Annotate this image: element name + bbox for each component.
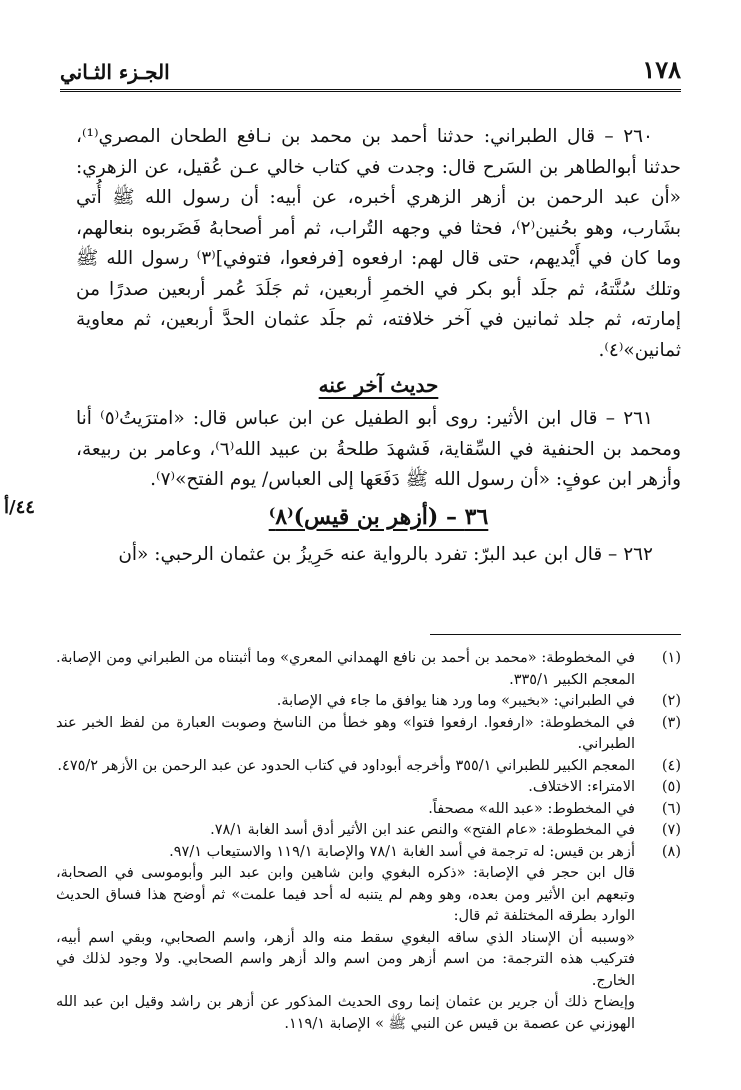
footnotes	[56, 648, 681, 1035]
footnote-text: الامتراء: الاختلاف.	[528, 779, 635, 795]
footnote-number: (٧)	[661, 822, 681, 838]
manuscript-folio-marker: ٤٤/أ	[4, 497, 35, 518]
footnote-number: (٥)	[661, 779, 681, 795]
footnote-continuation: قال ابن حجر في الإصابة: «ذكره البغوي وابن شاهين وابن عبد البر وأبوموسى في الصحابة، وتبعهم ابن الأثير ومن بعده، وهو وهم لم يتنبه له أحد فيما علمت» ثم أوضح هذا فساق الحديث الوارد بطرقه المختلفة ثم قال:	[56, 865, 635, 924]
footnote-text: أزهر بن قيس: له ترجمة في أسد الغابة ٧٨/١ والإصابة ١١٩/١ والاستيعاب ٩٧/١.	[169, 843, 635, 860]
footnote-text: المعجم الكبير للطبراني ٣٥٥/١ وأخرجه أبوداود في كتاب الحدود عن عبد الرحمن بن الأزهر ٤٧٥/٢.	[57, 757, 635, 774]
page-number: ١٧٨	[642, 55, 681, 84]
footnote	[56, 691, 681, 713]
footnote	[56, 799, 681, 821]
footnote-number: (١)	[661, 650, 681, 666]
entry-heading-azhar-bin-qays: ٣٦ – (أزهر بن قيس)⁽٨⁾	[268, 503, 489, 530]
footnote-divider	[430, 634, 681, 635]
footnote-text: في المخطوط: «عبد الله» مصحفاً.	[428, 800, 635, 817]
hadith-261: ٢٦١ – قال ابن الأثير: روى أبو الطفيل عن ابن عباس قال: «امترَيتُ⁽٥⁾ أنا ومحمد بن الحنفية في السِّقاية، فَشهدَ طلحةُ بن عبيد الله⁽٦⁾، وعامر بن ربيعة، وأزهر ابن عوفٍ: «أن رسول الله ﷺ دَفَعَها إلى العباس/ يوم الفتح»⁽٧⁾.	[76, 408, 682, 490]
footnote-number: (٢)	[661, 693, 681, 709]
footnote-number: (٤)	[661, 757, 681, 774]
header-divider	[60, 89, 681, 92]
footnote	[56, 820, 681, 842]
page-header	[60, 40, 681, 84]
running-title: الجـزء الثـاني	[60, 60, 170, 84]
footnote	[56, 842, 681, 864]
footnote-text: في المخطوطة: «عام الفتح» والنص عند ابن الأثير أدق أسد الغابة ٧٨/١.	[210, 822, 635, 838]
section-heading-another-hadith: حديث آخر عنه	[318, 373, 439, 397]
footnote-continuation: وإيضاح ذلك أن جرير بن عثمان إنما روى الحديث المذكور عن أزهر بن راشد وقيل ابن عبد الله الهوزني عن عصمة بن قيس عن النبي ﷺ » الإصابة ١١٩/١.	[56, 994, 635, 1032]
footnote-continuation: «وسببه أن الإسناد الذي ساقه البغوي سقط منه والد أزهر، واسم الصحابي، وبقي اسم أبيه، فتركيب هذه الترجمة: من اسم أزهر ومن اسم والد أزهر واسم الصحابي. ولا وجود لذلك في الخارج.	[56, 929, 635, 989]
hadith-262: ٢٦٢ – قال ابن عبد البرّ: تفرد بالرواية عنه حَرِيزُ بن عثمان الرحبي: «أن	[118, 543, 653, 565]
footnote-text: في الطبراني: «بخيبر» وما ورد هنا يوافق ما جاء في الإصابة.	[276, 693, 635, 709]
footnote	[56, 713, 681, 756]
hadith-260: ٢٦٠ – قال الطبراني: حدثنا أحمد بن محمد بن نـافع الطحان المصري⁽¹⁾، حدثنا أبوالطاهر بن السَرح قال: وجدت في كتاب خالي عـن عُقيل، عن الزهري: «أن عبد الرحمن بن أزهر الزهري أخبره، عن أبيه: أن رسول الله ﷺ أُتي بشَارب، وهو بحُنين⁽٢⁾، فحثا في وجهه التُراب، ثم أمر أصحابهُ فَضَربوه بنعالهم، وما كان في أَيْديهم، حتى قال لهم: ارفعوه [فرفعوا، فتوفي]⁽٣⁾ رسول الله ﷺ وتلك سُنَّتهُ، ثم جلَد أبو بكر في الخمرِ أربعين، ثم جَلَدَ عُمر أربعين صدرًا من إمارته، ثم جلد ثمانين في آخر خلافته، ثم جلَد عثمان الحدَّ أربعين، ثم معاوية ثمانين»⁽٤⁾.	[76, 126, 682, 361]
footnote	[56, 648, 681, 691]
main-text	[76, 122, 681, 570]
footnote-number: (٨)	[661, 843, 681, 860]
footnote	[56, 756, 681, 778]
footnote-number: (٦)	[661, 800, 681, 817]
footnote-number: (٣)	[661, 714, 681, 731]
footnote-text: في المخطوطة: «ارفعوا. ارفعوا فتوا» وهو خطأ من الناسخ وصوبت العبارة من لفظ الخبر عند الطبراني.	[56, 714, 635, 752]
footnote-text: في المخطوطة: «محمد بن أحمد بن نافع الهمداني المعري» وما أثبتناه من الطبراني ومن الإصابة. المعجم الكبير ٣٣٥/١.	[56, 650, 635, 688]
footnote	[56, 777, 681, 799]
